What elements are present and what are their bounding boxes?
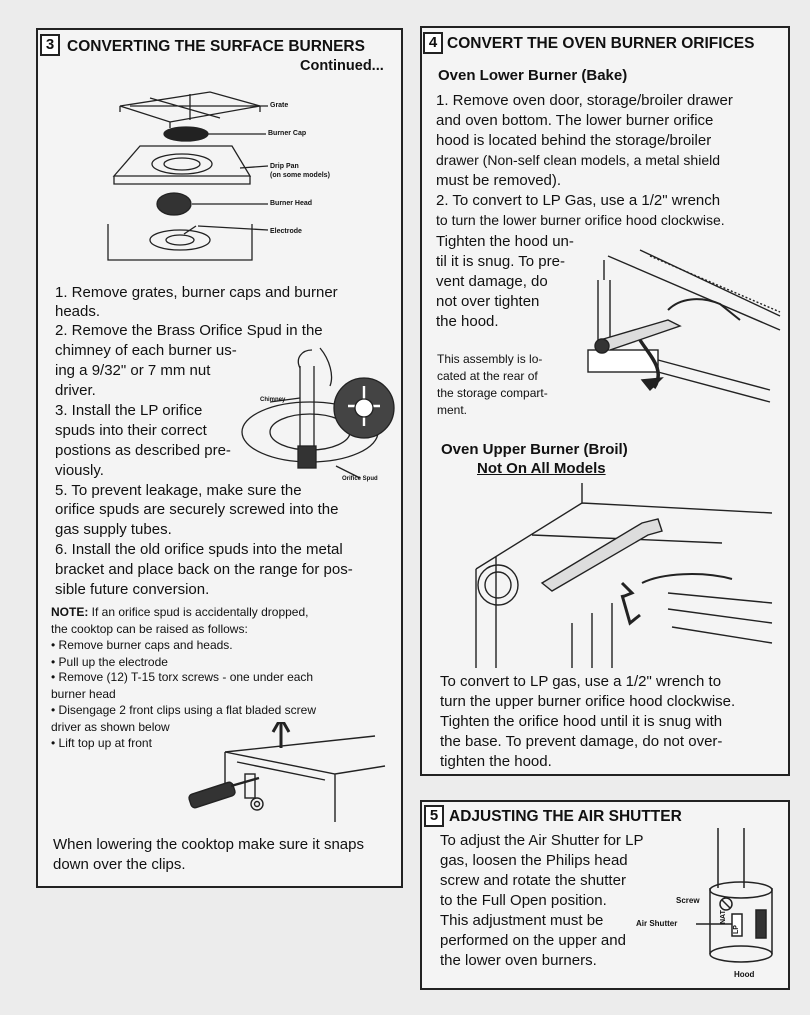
s5-line-3: to the Full Open position. bbox=[440, 892, 607, 909]
label-screw: Screw bbox=[676, 896, 700, 905]
label-nat: NAT. bbox=[720, 908, 727, 924]
s4-line-5: 2. To convert to LP Gas, use a 1/2" wrench bbox=[436, 192, 721, 209]
note-line-8: • Lift top up at front bbox=[51, 736, 152, 750]
s4-line-4: must be removed). bbox=[436, 172, 562, 189]
note-line-4: • Remove (12) T-15 torx screws - one under each bbox=[51, 670, 314, 684]
note-line-1: the cooktop can be raised as follows: bbox=[51, 622, 248, 636]
upper-line-2: Tighten the orifice hood until it is snug with bbox=[440, 713, 723, 730]
label-hood: Hood bbox=[734, 970, 755, 979]
note-line-2: • Remove burner caps and heads. bbox=[51, 638, 233, 652]
s4-line-3: drawer (Non-self clean models, a metal shield bbox=[436, 152, 721, 168]
note-line-7: driver as shown below bbox=[51, 720, 170, 734]
s5-line-2: screw and rotate the shutter bbox=[440, 872, 626, 889]
section-4-title: CONVERT THE OVEN BURNER ORIFICES bbox=[447, 35, 755, 52]
upper-line-4: tighten the hood. bbox=[440, 753, 552, 770]
section-4-number: 4 bbox=[423, 32, 443, 54]
assembly-line-0: This assembly is lo- bbox=[437, 352, 543, 366]
section-3-title: CONVERTING THE SURFACE BURNERS bbox=[67, 38, 365, 55]
s3-line-11: orifice spuds are securely screwed into the bbox=[55, 501, 339, 518]
note-label: NOTE: bbox=[51, 605, 89, 619]
cooktop-clip-diagram bbox=[185, 722, 390, 832]
s4-line-0: 1. Remove oven door, storage/broiler drawer bbox=[436, 92, 733, 109]
note-line-0: NOTE: If an orifice spud is accidentally dropped, bbox=[51, 605, 309, 619]
lower-burner-wrench-diagram bbox=[580, 240, 785, 420]
s3-line-6: 3. Install the LP orifice bbox=[55, 402, 203, 419]
s3-line-14: bracket and place back on the range for pos- bbox=[55, 561, 353, 578]
s5-line-5: performed on the upper and bbox=[440, 932, 626, 949]
label-air-shutter: Air Shutter bbox=[636, 919, 678, 928]
s5-line-1: gas, loosen the Philips head bbox=[440, 852, 628, 869]
section-5-title: ADJUSTING THE AIR SHUTTER bbox=[449, 808, 682, 825]
upper-line-3: the base. To prevent damage, do not over- bbox=[440, 733, 723, 750]
oven-lower-burner-title: Oven Lower Burner (Bake) bbox=[438, 67, 628, 84]
note-line-6: • Disengage 2 front clips using a flat bladed screw bbox=[51, 703, 317, 717]
burner-exploded-diagram bbox=[100, 84, 340, 274]
label-burner-cap: Burner Cap bbox=[268, 130, 307, 137]
s3-line-5: driver. bbox=[55, 382, 96, 399]
s3-line-4: ing a 9/32" or 7 mm nut bbox=[55, 362, 211, 379]
s3-line-12: gas supply tubes. bbox=[55, 521, 172, 538]
s5-line-0: To adjust the Air Shutter for LP bbox=[440, 832, 644, 849]
s3-line-13: 6. Install the old orifice spuds into the metal bbox=[55, 541, 343, 558]
label-lp: LP bbox=[733, 925, 740, 934]
label-electrode: Electrode bbox=[270, 228, 302, 235]
label-orifice-spud: Orifice Spud bbox=[342, 476, 378, 482]
not-on-all-models: Not On All Models bbox=[477, 460, 606, 477]
assembly-line-3: ment. bbox=[437, 403, 468, 417]
label-grate: Grate bbox=[270, 102, 289, 109]
upper-line-0: To convert to LP gas, use a 1/2" wrench to bbox=[440, 673, 722, 690]
s3-line-3: chimney of each burner us- bbox=[55, 342, 237, 359]
s3-line-8: postions as described pre- bbox=[55, 442, 231, 459]
s3-line-0: 1. Remove grates, burner caps and burner bbox=[55, 284, 338, 301]
s3-line-7: spuds into their correct bbox=[55, 422, 207, 439]
label-chimney: Chimney bbox=[260, 397, 286, 403]
label-drip-pan: Drip Pan bbox=[270, 163, 299, 170]
s4-line-2: hood is located behind the storage/broiler bbox=[436, 132, 712, 149]
upper-burner-wrench-diagram bbox=[472, 483, 782, 668]
s3-line-10: 5. To prevent leakage, make sure the bbox=[55, 482, 302, 499]
s3-line-9: viously. bbox=[55, 462, 104, 479]
s3-line-15: sible future conversion. bbox=[55, 581, 210, 598]
s4-line-10: not over tighten bbox=[436, 293, 540, 310]
section-3-continued: Continued... bbox=[300, 58, 384, 74]
s5-line-4: This adjustment must be bbox=[440, 912, 604, 929]
s3-closing-0: When lowering the cooktop make sure it snaps bbox=[53, 836, 364, 853]
assembly-line-1: cated at the rear of bbox=[437, 369, 538, 383]
s3-line-2: 2. Remove the Brass Orifice Spud in the bbox=[55, 322, 323, 339]
s3-closing-1: down over the clips. bbox=[53, 856, 186, 873]
s3-line-1: heads. bbox=[55, 303, 101, 320]
chimney-orifice-diagram bbox=[240, 346, 400, 482]
upper-line-1: turn the upper burner orifice hood clockwise. bbox=[440, 693, 736, 710]
s4-line-7: Tighten the hood un- bbox=[436, 233, 574, 250]
s4-line-9: vent damage, do bbox=[436, 273, 548, 290]
s5-line-6: the lower oven burners. bbox=[440, 952, 597, 969]
air-shutter-diagram bbox=[696, 828, 780, 978]
label-drip-pan-note: (on some models) bbox=[270, 172, 330, 179]
section-3-number: 3 bbox=[40, 34, 60, 56]
s4-line-6: to turn the lower burner orifice hood clockwise. bbox=[436, 212, 725, 228]
assembly-line-2: the storage compart- bbox=[437, 386, 548, 400]
s4-line-8: til it is snug. To pre- bbox=[436, 253, 565, 270]
section-5-number: 5 bbox=[424, 805, 444, 827]
s4-line-1: and oven bottom. The lower burner orifice bbox=[436, 112, 714, 129]
oven-upper-burner-title: Oven Upper Burner (Broil) bbox=[441, 441, 628, 458]
note-line-5: burner head bbox=[51, 687, 116, 701]
label-burner-head: Burner Head bbox=[270, 200, 313, 207]
note-line-3: • Pull up the electrode bbox=[51, 655, 168, 669]
s4-line-11: the hood. bbox=[436, 313, 499, 330]
